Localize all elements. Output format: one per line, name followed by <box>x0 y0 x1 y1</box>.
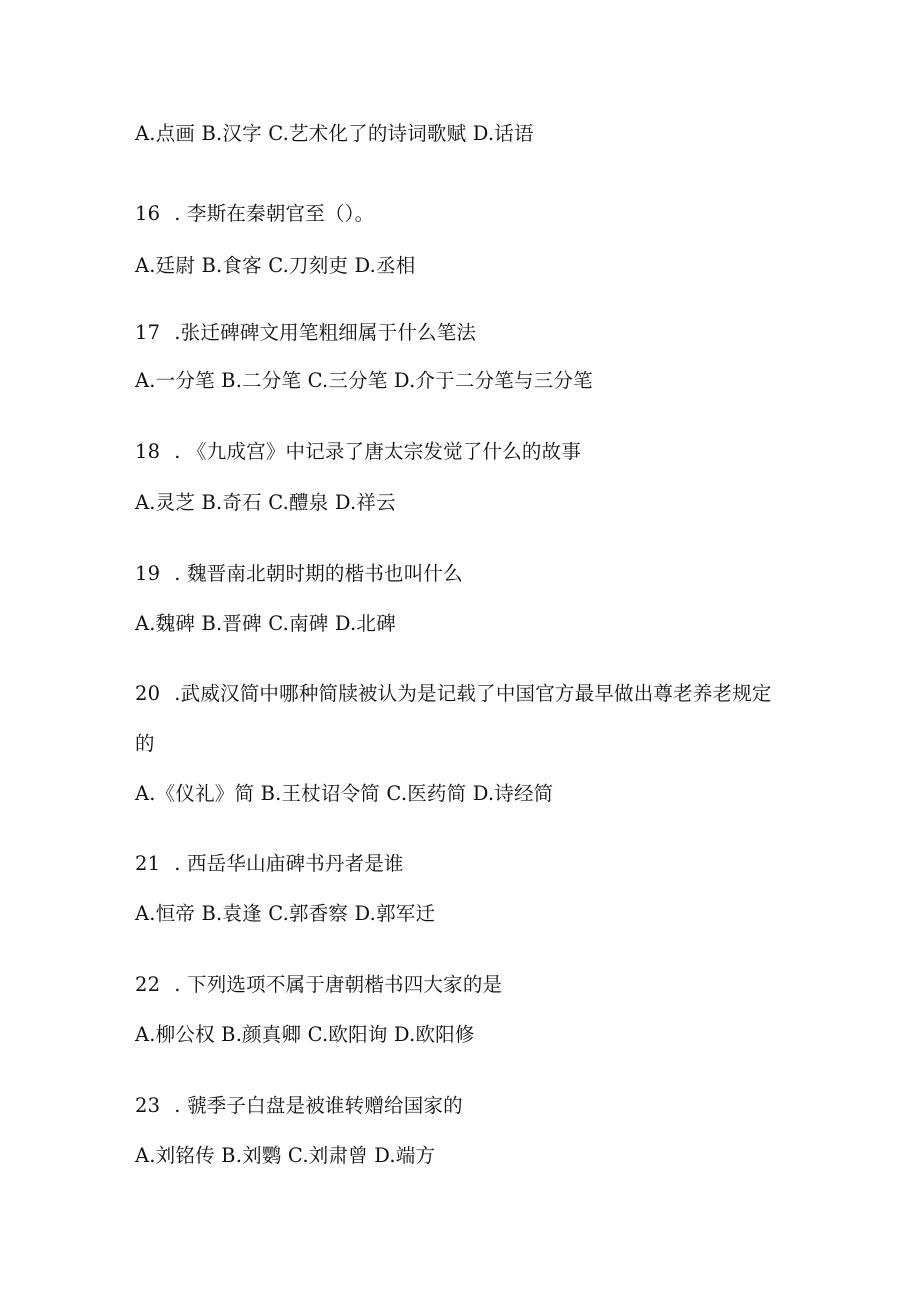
question-text: . 李斯在秦朝官至（）。 <box>174 202 375 225</box>
question-number: 22 <box>135 973 161 996</box>
question-number: 18 <box>135 440 161 463</box>
question-text: . 虢季子白盘是被谁转赠给国家的 <box>174 1094 463 1117</box>
answer-options: A.廷尉 B.食客 C.刀刻吏 D.丞相 <box>135 254 416 277</box>
question-text: . 魏晋南北朝时期的楷书也叫什么 <box>174 562 463 585</box>
answer-options: A.一分笔 B.二分笔 C.三分笔 D.介于二分笔与三分笔 <box>135 369 593 392</box>
answer-options: A.恒帝 B.袁逢 C.郭香察 D.郭军迁 <box>135 902 436 925</box>
question-text: .武威汉简中哪种简牍被认为是记载了中国官方最早做出尊老养老规定 <box>174 682 772 705</box>
question-19 <box>135 562 463 586</box>
question-16 <box>135 202 374 226</box>
question-20-continuation: 的 <box>135 732 155 755</box>
answer-options: A.《仪礼》简 B.王杖诏令简 C.医药简 D.诗经简 <box>135 782 554 805</box>
question-text: . 下列选项不属于唐朝楷书四大家的是 <box>174 973 503 996</box>
answer-options: A.点画 B.汉字 C.艺术化了的诗词歌赋 D.话语 <box>135 122 534 145</box>
question-number: 21 <box>135 852 161 875</box>
question-text: .张迁碑碑文用笔粗细属于什么笔法 <box>174 321 477 344</box>
question-17 <box>135 321 476 345</box>
answer-options: A.柳公权 B.颜真卿 C.欧阳询 D.欧阳修 <box>135 1023 475 1046</box>
question-23 <box>135 1094 463 1118</box>
question-number: 19 <box>135 562 161 585</box>
question-21 <box>135 852 404 876</box>
question-number: 16 <box>135 202 161 225</box>
question-18 <box>135 440 581 464</box>
answer-options: A.灵芝 B.奇石 C.醴泉 D.祥云 <box>135 491 396 514</box>
question-text: . 西岳华山庙碑书丹者是谁 <box>174 852 404 875</box>
question-number: 23 <box>135 1094 161 1117</box>
question-number: 20 <box>135 682 161 705</box>
question-text: . 《九成宫》中记录了唐太宗发觉了什么的故事 <box>174 440 582 463</box>
answer-options: A.魏碑 B.晋碑 C.南碑 D.北碑 <box>135 612 396 635</box>
question-20 <box>135 682 772 706</box>
question-number: 17 <box>135 321 161 344</box>
answer-options: A.刘铭传 B.刘鹦 C.刘肃曾 D.端方 <box>135 1144 436 1167</box>
question-22 <box>135 973 502 997</box>
